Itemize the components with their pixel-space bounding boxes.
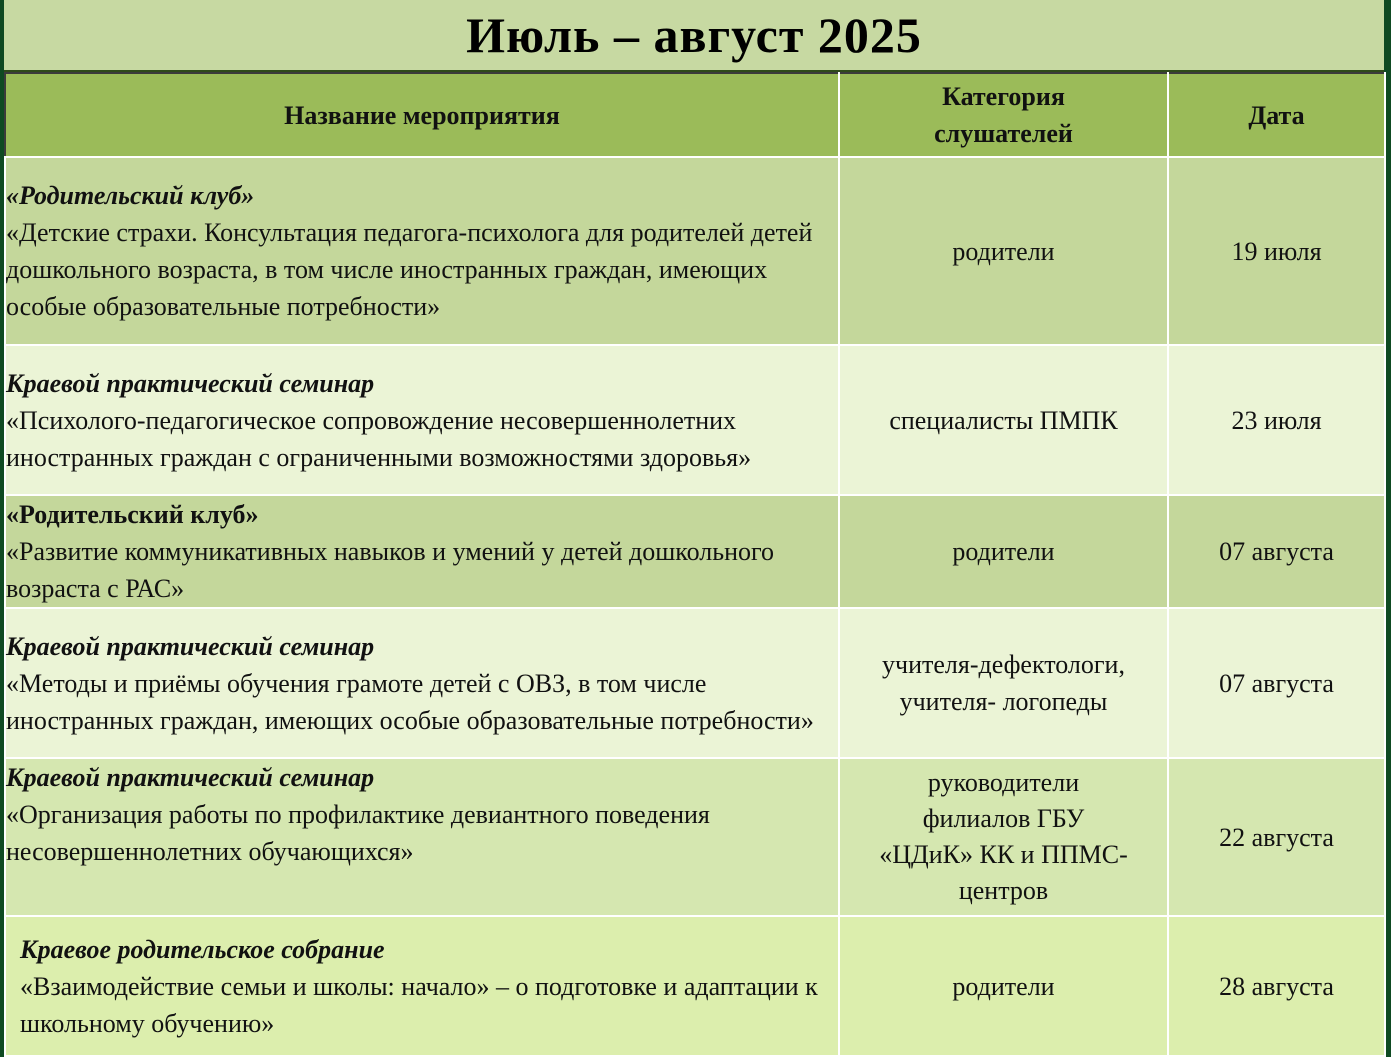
event-topic: «Детские страхи. Консультация педагога-психолога для родителей детей дошкольного возраста, в том числе иностранных граждан, имеющих особые образовательные потребности» [6, 218, 813, 321]
date-cell: 23 июля [1168, 345, 1385, 495]
event-cell [5, 758, 839, 916]
event-topic: «Методы и приёмы обучения грамоте детей с ОВЗ, в том числе иностранных граждан, имеющих особые образовательные потребности» [6, 668, 814, 735]
date-cell: 07 августа [1168, 495, 1385, 608]
date-cell: 22 августа [1168, 758, 1385, 916]
category-cell: специалисты ПМПК [839, 345, 1168, 495]
page-title: Июль – август 2025 [466, 7, 922, 63]
event-type: «Родительский клуб» [6, 500, 259, 529]
header-category: Категория слушателей [839, 73, 1168, 157]
category-cell: руководители филиалов ГБУ «ЦДиК» КК и ППМС-центров [839, 758, 1168, 916]
event-topic: «Взаимодействие семьи и школы: начало» – о подготовке и адаптации к школьному обучению» [20, 971, 818, 1038]
event-type: «Родительский клуб» [6, 181, 255, 210]
header-date: Дата [1168, 73, 1385, 157]
table-header-row [5, 73, 1385, 157]
event-cell [5, 916, 839, 1056]
event-type: Краевое родительское собрание [20, 934, 385, 964]
category-cell: родители [839, 495, 1168, 608]
category-cell: родители [839, 157, 1168, 345]
table-row [5, 916, 1385, 1056]
table-row [5, 345, 1385, 495]
table-row [5, 495, 1385, 608]
event-type: Краевой практический семинар [6, 631, 375, 661]
date-cell: 28 августа [1168, 916, 1385, 1056]
event-type: Краевой практический семинар [6, 368, 375, 398]
header-name: Название мероприятия [5, 73, 839, 157]
category-cell: родители [839, 916, 1168, 1056]
table-row [5, 608, 1385, 758]
title-bar [4, 0, 1384, 72]
table-row [5, 157, 1385, 345]
event-type: Краевой практический семинар [6, 763, 375, 792]
event-cell [5, 495, 839, 608]
event-topic: «Организация работы по профилактике девиантного поведения несовершеннолетних обучающихся» [6, 800, 710, 866]
event-cell [5, 157, 839, 345]
event-cell [5, 345, 839, 495]
events-table [4, 72, 1386, 1057]
category-cell: учителя-дефектологи, учителя- логопеды [839, 608, 1168, 758]
event-topic: «Развитие коммуникативных навыков и умений у детей дошкольного возраста с РАС» [6, 537, 775, 603]
date-cell: 19 июля [1168, 157, 1385, 345]
event-topic: «Психолого-педагогическое сопровождение несовершеннолетних иностранных граждан с ограниченными возможностями здоровья» [6, 405, 752, 472]
event-cell [5, 608, 839, 758]
date-cell: 07 августа [1168, 608, 1385, 758]
table-row [5, 758, 1385, 916]
